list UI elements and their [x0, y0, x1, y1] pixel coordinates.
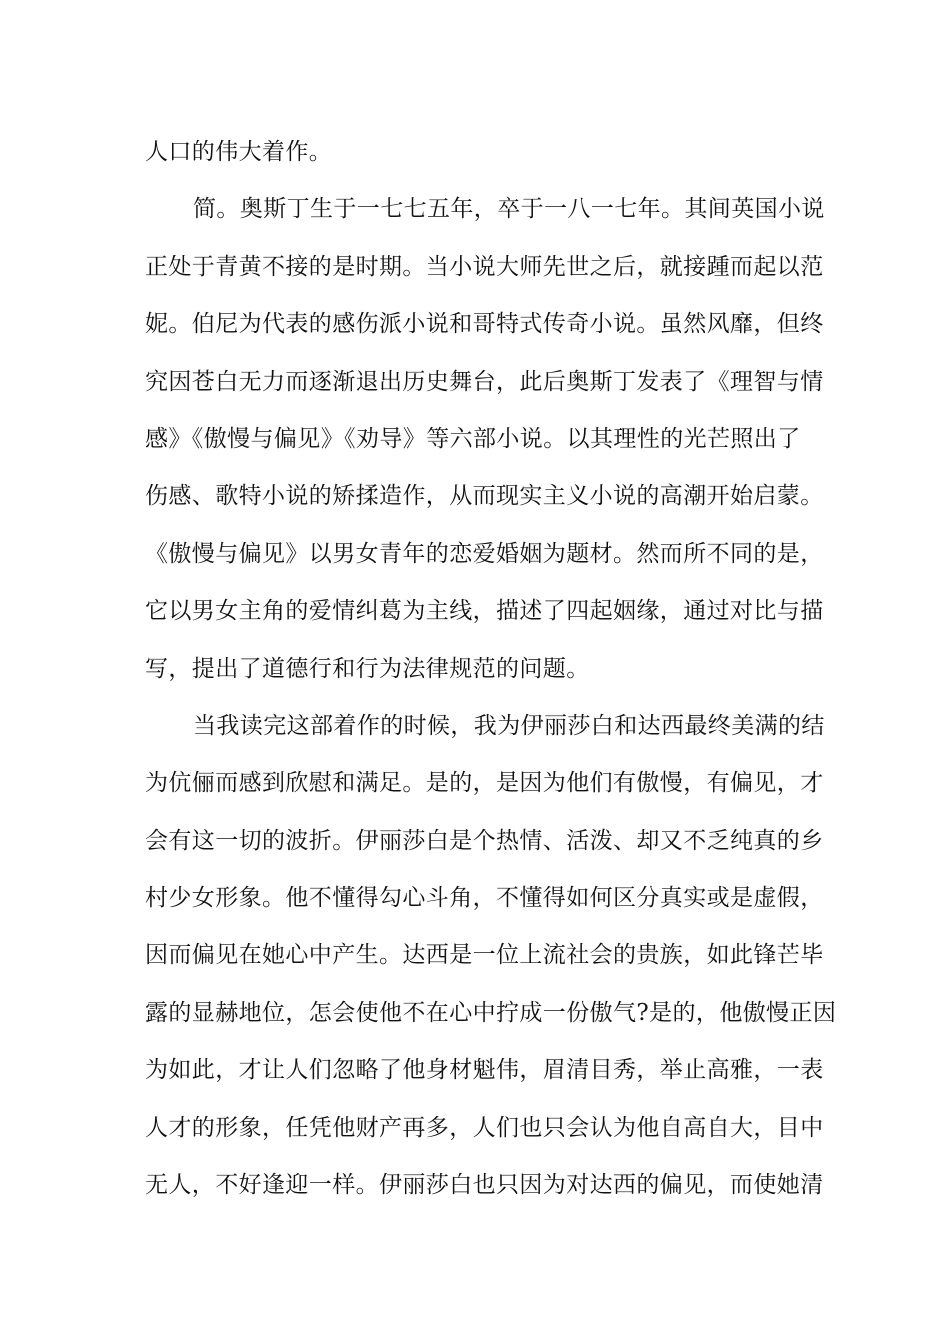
text-line: 感》《傲慢与偏见》《劝导》等六部小说。以其理性的光芒照出了	[145, 425, 801, 452]
text-line: 为伉俪而感到欣慰和满足。是的，是因为他们有傲慢，有偏见，才	[145, 770, 824, 797]
text-line: 村少女形象。他不懂得勾心斗角，不懂得如何区分真实或是虚假，	[145, 885, 824, 912]
text-line: 露的显赫地位，怎会使他不在心中拧成一份傲气?是的，他傲慢正因	[145, 999, 837, 1026]
text-line: 《傲慢与偏见》以男女青年的恋爱婚姻为题材。然而所不同的是，	[145, 540, 824, 567]
text-line: 写，提出了道德行和行为法律规范的问题。	[145, 655, 590, 682]
text-line: 因而偏见在她心中产生。达西是一位上流社会的贵族，如此锋芒毕	[145, 942, 824, 969]
text-line: 当我读完这部着作的时候，我为伊丽莎白和达西最终美满的结	[193, 712, 825, 739]
text-line: 正处于青黄不接的是时期。当小说大师先世之后，就接踵而起以范	[145, 253, 824, 280]
text-line: 人口的伟大着作。	[145, 139, 333, 165]
text-line: 它以男女主角的爱情纠葛为主线，描述了四起姻缘，通过对比与描	[145, 598, 824, 625]
text-line: 妮。伯尼为代表的感伤派小说和哥特式传奇小说。虽然风靡，但终	[145, 311, 824, 338]
text-line: 会有这一切的波折。伊丽莎白是个热情、活泼、却又不乏纯真的乡	[145, 827, 824, 854]
text-line: 究因苍白无力而逐渐退出历史舞台，此后奥斯丁发表了《理智与情	[145, 368, 824, 395]
text-line: 人才的形象，任凭他财产再多，人们也只会认为他自高自大，目中	[145, 1114, 824, 1141]
text-line: 无人，不好逢迎一样。伊丽莎白也只因为对达西的偏见，而使她清	[145, 1172, 824, 1199]
document-body	[145, 124, 837, 1214]
text-line: 为如此，才让人们忽略了他身材魁伟，眉清目秀，举止高雅，一表	[145, 1057, 824, 1084]
text-line: 伤感、歌特小说的矫揉造作，从而现实主义小说的高潮开始启蒙。	[145, 483, 824, 510]
text-line: 简。奥斯丁生于一七七五年，卒于一八一七年。其间英国小说	[193, 196, 825, 223]
